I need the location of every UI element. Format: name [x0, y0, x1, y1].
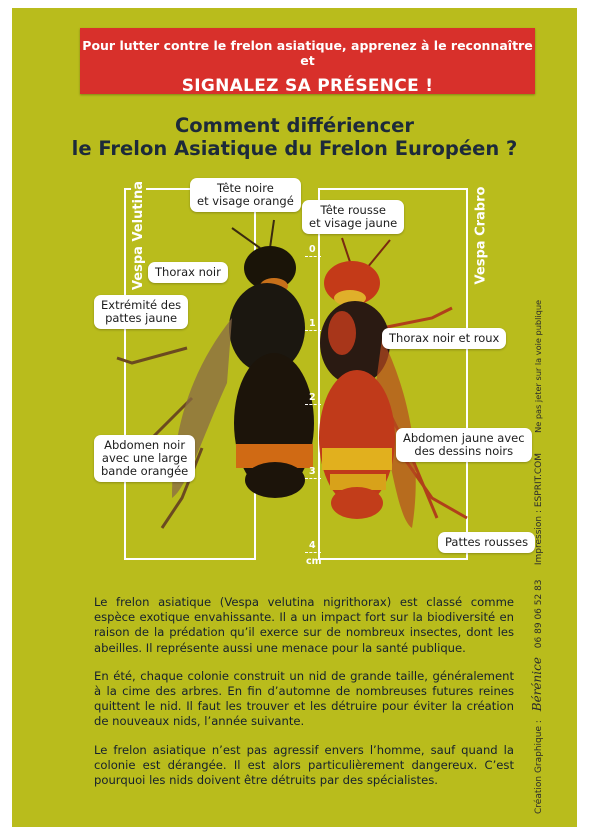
callout-left-legs: Extrémité des pattes jaune	[94, 295, 188, 329]
ruler-mark: 4	[309, 540, 316, 551]
paragraph: En été, chaque colonie construit un nid de grande taille, généralement à la cime des arbres. En fin d’automne de nombreuses futures reines quittent le nid. Il faut les trouver et les détruire pour éviter la création de nouveaux nids, l’année suivante.	[94, 668, 514, 729]
paragraph: Le frelon asiatique n’est pas agressif envers l’homme, sauf quand la colonie est dérangée. Il est alors particulièrement dangereux. C’est pourquoi les nids doivent être détruits par des spécialistes.	[94, 742, 514, 788]
size-ruler	[300, 244, 326, 567]
designer-signature: Bérénice	[530, 657, 544, 712]
callout-right-legs: Pattes rousses	[438, 532, 535, 553]
ruler-mark: 1	[309, 318, 316, 329]
ruler-mark: 2	[309, 392, 316, 403]
printer-name: ESPRIT.COM	[534, 452, 544, 508]
left-species-label: Vespa Velutina	[131, 177, 146, 294]
body-text	[94, 595, 514, 801]
callout-left-head: Tête noire et visage orangé	[190, 178, 301, 212]
callout-right-thorax: Thorax noir et roux	[382, 328, 506, 349]
paragraph: Le frelon asiatique (Vespa velutina nigrithorax) est classé comme espèce exotique envahissante. Il a un impact fort sur la biodiversité en raison de la prédation qu’il exerce sur de nombreux insectes, dont les abeilles. Il représente aussi une menace pour la santé publique.	[94, 595, 514, 655]
page-title	[12, 114, 577, 160]
title-line-2: le Frelon Asiatique du Frelon Européen ?	[71, 137, 518, 160]
litter-notice: Ne pas jeter sur la voie publique	[533, 299, 543, 433]
callout-right-abdomen: Abdomen jaune avec des dessins noirs	[396, 428, 532, 462]
right-species-label: Vespa Crabro	[473, 183, 488, 289]
callout-left-thorax: Thorax noir	[148, 262, 228, 283]
banner-line-1: Pour lutter contre le frelon asiatique, apprenez à le reconnaître et	[82, 38, 533, 68]
designer-phone: 06 89 06 52 83	[534, 579, 544, 649]
callout-left-abdomen: Abdomen noir avec une large bande orangée	[94, 435, 195, 482]
ruler-unit: cm	[306, 556, 322, 567]
print-label: Impression :	[534, 510, 544, 566]
credits-vertical	[530, 214, 544, 814]
creation-label: Création Graphique :	[534, 720, 544, 814]
ruler-mark: 0	[309, 244, 316, 255]
european-hornet-icon	[319, 238, 467, 528]
callout-right-head: Tête rousse et visage jaune	[302, 200, 404, 234]
flyer-page	[12, 8, 577, 827]
alert-banner	[80, 28, 535, 94]
hornet-illustration	[12, 168, 577, 588]
comparison-diagram	[12, 168, 577, 588]
banner-line-2: SIGNALEZ SA PRÉSENCE !	[181, 76, 434, 96]
ruler-mark: 3	[309, 466, 316, 477]
title-line-1: Comment différiencer	[174, 114, 415, 137]
